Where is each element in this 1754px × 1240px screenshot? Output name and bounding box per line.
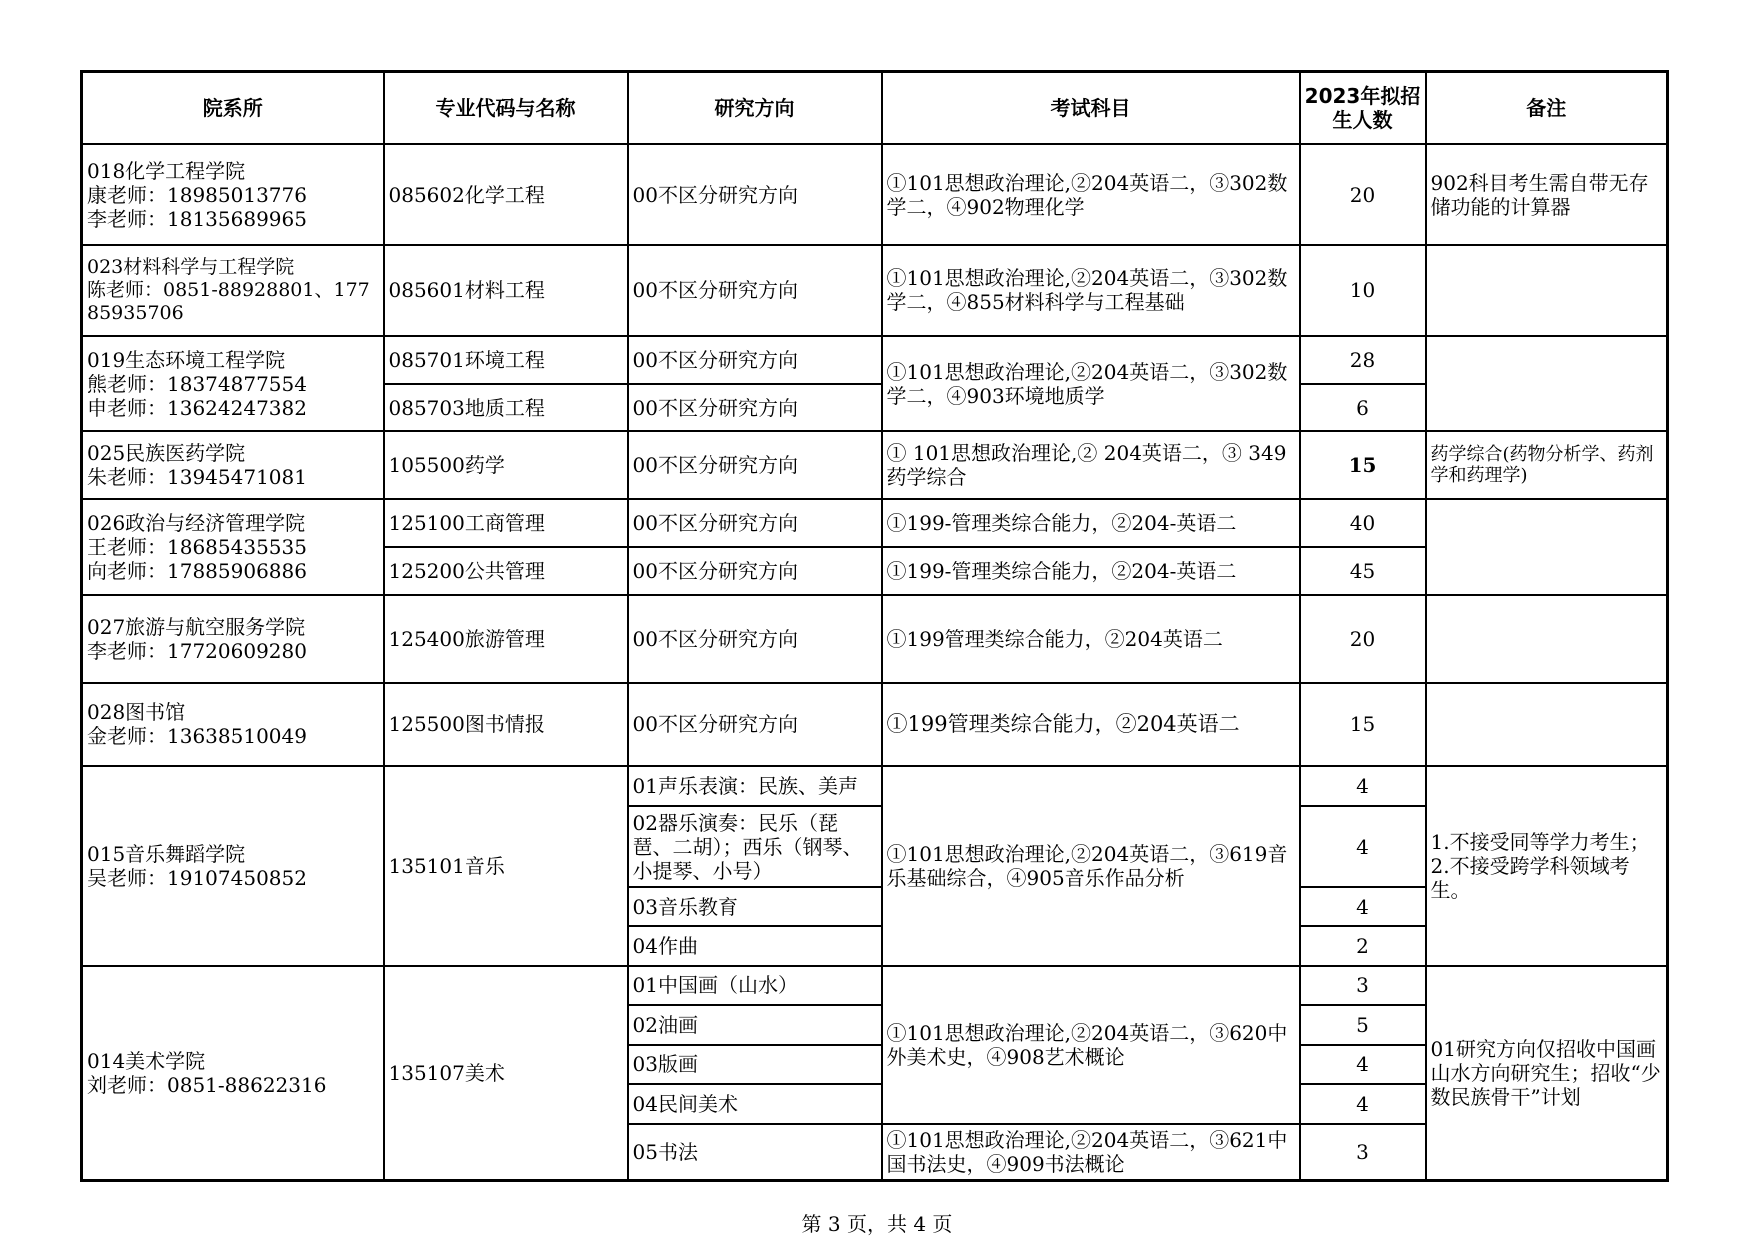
department-cell: 019生态环境工程学院 熊老师：18374877554 申老师：13624247382 xyxy=(82,336,384,431)
enrollment-cell: 15 xyxy=(1300,683,1426,766)
direction-cell: 00不区分研究方向 xyxy=(628,547,882,595)
enrollment-cell: 4 xyxy=(1300,1084,1426,1124)
table-row xyxy=(82,683,1668,766)
exam-cell: ①101思想政治理论,②204英语二，③302数学二，④903环境地质学 xyxy=(882,336,1300,431)
direction-cell: 00不区分研究方向 xyxy=(628,595,882,683)
direction-cell: 00不区分研究方向 xyxy=(628,144,882,244)
direction-cell: 00不区分研究方向 xyxy=(628,336,882,384)
exam-cell: ①101思想政治理论,②204英语二，③302数学二，④902物理化学 xyxy=(882,144,1300,244)
direction-cell: 05书法 xyxy=(628,1124,882,1181)
exam-cell: ① 101思想政治理论,② 204英语二，③ 349 药学综合 xyxy=(882,431,1300,499)
note-cell xyxy=(1426,595,1668,683)
note-cell: 药学综合(药物分析学、药剂学和药理学) xyxy=(1426,431,1668,499)
department-cell: 015音乐舞蹈学院 吴老师：19107450852 xyxy=(82,766,384,966)
enrollment-cell: 40 xyxy=(1300,499,1426,547)
note-cell xyxy=(1426,499,1668,594)
enrollment-table xyxy=(80,70,1669,1182)
enrollment-cell: 4 xyxy=(1300,806,1426,887)
major-cell: 105500药学 xyxy=(384,431,628,499)
table-row xyxy=(82,245,1668,336)
header-note: 备注 xyxy=(1426,72,1668,145)
exam-cell: ①199-管理类综合能力，②204-英语二 xyxy=(882,547,1300,595)
header-row xyxy=(82,72,1668,145)
enrollment-cell: 3 xyxy=(1300,1124,1426,1181)
enrollment-cell: 20 xyxy=(1300,144,1426,244)
note-cell: 902科目考生需自带无存储功能的计算器 xyxy=(1426,144,1668,244)
major-cell: 135107美术 xyxy=(384,966,628,1181)
department-cell: 025民族医药学院 朱老师：13945471081 xyxy=(82,431,384,499)
enrollment-cell: 5 xyxy=(1300,1005,1426,1045)
direction-cell: 02器乐演奏：民乐（琵琶、二胡）；西乐（钢琴、小提琴、小号） xyxy=(628,806,882,887)
exam-cell: ①101思想政治理论,②204英语二，③302数学二，④855材料科学与工程基础 xyxy=(882,245,1300,336)
exam-cell: ①199-管理类综合能力，②204-英语二 xyxy=(882,499,1300,547)
department-cell: 026政治与经济管理学院 王老师：18685435535 向老师：17885906886 xyxy=(82,499,384,594)
direction-cell: 02油画 xyxy=(628,1005,882,1045)
major-cell: 125500图书情报 xyxy=(384,683,628,766)
table-row xyxy=(82,966,1668,1006)
exam-cell: ①101思想政治理论,②204英语二，③619音乐基础综合，④905音乐作品分析 xyxy=(882,766,1300,966)
direction-cell: 01声乐表演：民族、美声 xyxy=(628,766,882,807)
table-row xyxy=(82,336,1668,384)
major-cell: 085703地质工程 xyxy=(384,384,628,432)
direction-cell: 00不区分研究方向 xyxy=(628,431,882,499)
page-footer: 第 3 页，共 4 页 xyxy=(801,1212,953,1236)
note-cell: 1.不接受同等学力考生； 2.不接受跨学科领域考生。 xyxy=(1426,766,1668,966)
table-row xyxy=(82,144,1668,244)
enrollment-cell: 15 xyxy=(1300,431,1426,499)
enrollment-cell: 4 xyxy=(1300,1045,1426,1085)
exam-cell: ①101思想政治理论,②204英语二，③621中国书法史，④909书法概论 xyxy=(882,1124,1300,1181)
table-row xyxy=(82,431,1668,499)
direction-cell: 04作曲 xyxy=(628,926,882,966)
major-cell: 085601材料工程 xyxy=(384,245,628,336)
major-cell: 135101音乐 xyxy=(384,766,628,966)
direction-cell: 00不区分研究方向 xyxy=(628,499,882,547)
table-row xyxy=(82,595,1668,683)
exam-cell: ①199管理类综合能力，②204英语二 xyxy=(882,595,1300,683)
note-cell xyxy=(1426,683,1668,766)
direction-cell: 03音乐教育 xyxy=(628,887,882,926)
enrollment-cell: 45 xyxy=(1300,547,1426,595)
enrollment-cell: 6 xyxy=(1300,384,1426,432)
direction-cell: 03版画 xyxy=(628,1045,882,1085)
exam-cell: ①199管理类综合能力，②204英语二 xyxy=(882,683,1300,766)
major-cell: 125400旅游管理 xyxy=(384,595,628,683)
enrollment-cell: 4 xyxy=(1300,887,1426,926)
enrollment-cell: 3 xyxy=(1300,966,1426,1006)
direction-cell: 00不区分研究方向 xyxy=(628,384,882,432)
header-direction: 研究方向 xyxy=(628,72,882,145)
note-cell xyxy=(1426,336,1668,431)
department-cell: 023材料科学与工程学院 陈老师：0851-88928801、17785935706 xyxy=(82,245,384,336)
table-row xyxy=(82,766,1668,807)
department-cell: 018化学工程学院 康老师：18985013776 李老师：18135689965 xyxy=(82,144,384,244)
direction-cell: 00不区分研究方向 xyxy=(628,245,882,336)
enrollment-cell: 28 xyxy=(1300,336,1426,384)
department-cell: 027旅游与航空服务学院 李老师：17720609280 xyxy=(82,595,384,683)
major-cell: 085602化学工程 xyxy=(384,144,628,244)
direction-cell: 04民间美术 xyxy=(628,1084,882,1124)
exam-cell: ①101思想政治理论,②204英语二，③620中外美术史，④908艺术概论 xyxy=(882,966,1300,1124)
header-major: 专业代码与名称 xyxy=(384,72,628,145)
department-cell: 028图书馆 金老师：13638510049 xyxy=(82,683,384,766)
note-cell xyxy=(1426,245,1668,336)
enrollment-cell: 2 xyxy=(1300,926,1426,966)
header-department: 院系所 xyxy=(82,72,384,145)
major-cell: 125200公共管理 xyxy=(384,547,628,595)
department-cell: 014美术学院 刘老师：0851-88622316 xyxy=(82,966,384,1181)
enrollment-cell: 20 xyxy=(1300,595,1426,683)
enrollment-cell: 10 xyxy=(1300,245,1426,336)
direction-cell: 01中国画（山水） xyxy=(628,966,882,1006)
major-cell: 085701环境工程 xyxy=(384,336,628,384)
header-enrollment: 2023年拟招生人数 xyxy=(1300,72,1426,145)
major-cell: 125100工商管理 xyxy=(384,499,628,547)
enrollment-cell: 4 xyxy=(1300,766,1426,807)
table-row xyxy=(82,499,1668,547)
note-cell: 01研究方向仅招收中国画山水方向研究生；招收“少数民族骨干”计划 xyxy=(1426,966,1668,1181)
header-exam: 考试科目 xyxy=(882,72,1300,145)
direction-cell: 00不区分研究方向 xyxy=(628,683,882,766)
